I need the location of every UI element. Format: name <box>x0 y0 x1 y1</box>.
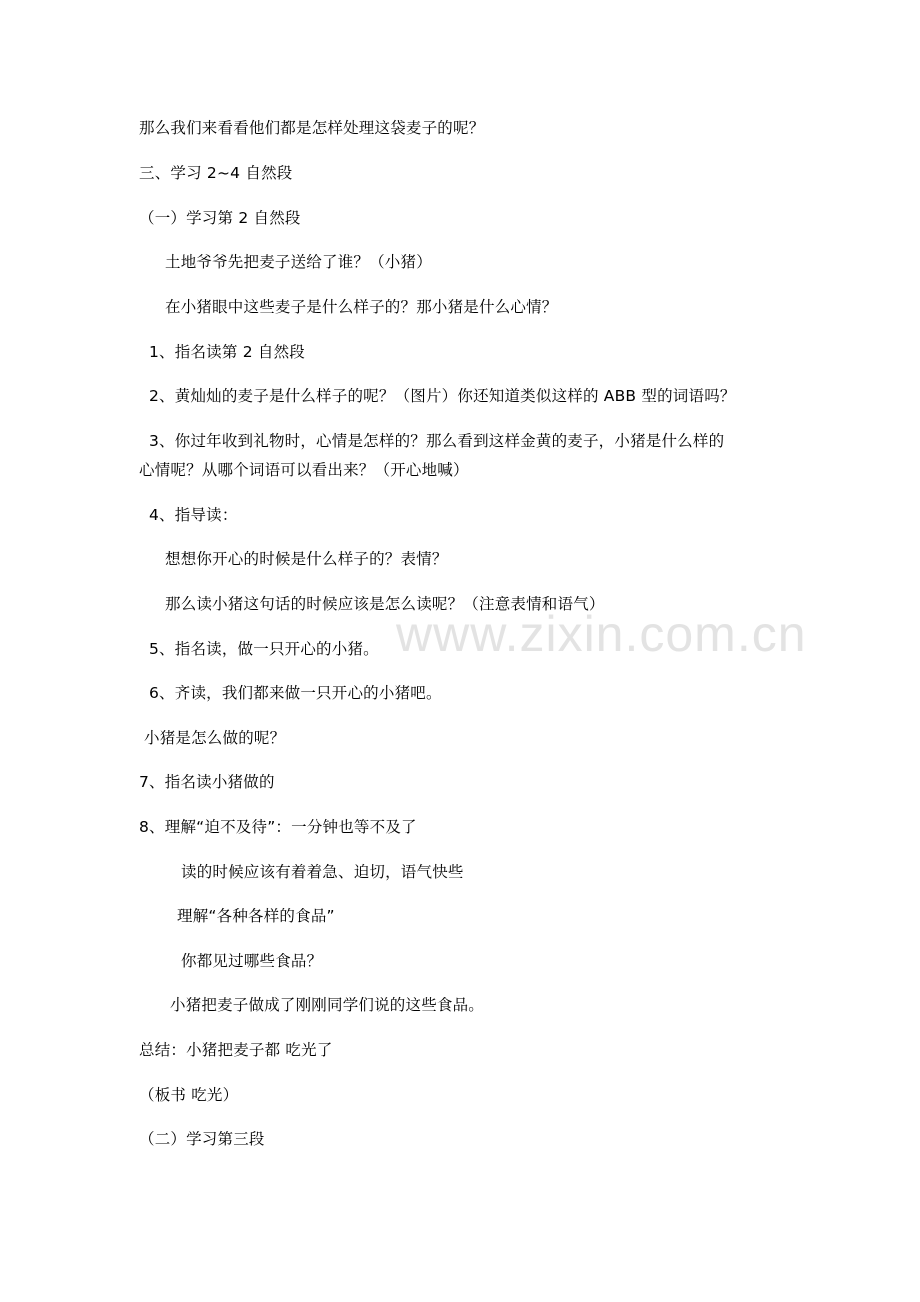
section-heading: 三、学习 2~4 自然段 <box>139 164 293 182</box>
text-line: 心情呢？从哪个词语可以看出来？（开心地喊） <box>139 461 469 479</box>
text-line: 小猪是怎么做的呢？ <box>144 729 286 747</box>
text-line: 想想你开心的时候是什么样子的？表情？ <box>165 550 448 568</box>
text-line: 你都见过哪些食品？ <box>181 952 323 970</box>
text-line: 2、黄灿灿的麦子是什么样子的呢？（图片）你还知道类似这样的 ABB 型的词语吗？ <box>149 387 736 405</box>
watermark: www.zixin.com.cn <box>396 606 807 662</box>
text-line: 8、理解“迫不及待”：一分钟也等不及了 <box>139 818 417 836</box>
text-line: 在小猪眼中这些麦子是什么样子的？那小猪是什么心情？ <box>165 298 558 316</box>
subsection-heading: （二）学习第三段 <box>139 1130 265 1148</box>
text-line: 5、指名读，做一只开心的小猪。 <box>149 640 379 658</box>
text-line: 6、齐读，我们都来做一只开心的小猪吧。 <box>149 684 442 702</box>
text-line: 土地爷爷先把麦子送给了谁？（小猪） <box>165 253 432 271</box>
text-line: 4、指导读： <box>149 506 238 524</box>
text-line: 1、指名读第 2 自然段 <box>149 343 305 361</box>
subsection-heading: （一）学习第 2 自然段 <box>139 209 301 227</box>
text-line: 读的时候应该有着着急、迫切，语气快些 <box>181 863 464 881</box>
text-line: 总结：小猪把麦子都 吃光了 <box>139 1041 333 1059</box>
text-line: （板书 吃光） <box>139 1086 239 1104</box>
text-line: 7、指名读小猪做的 <box>139 773 275 791</box>
text-line: 那么我们来看看他们都是怎样处理这袋麦子的呢？ <box>139 119 485 137</box>
text-line: 那么读小猪这句话的时候应该是怎么读呢？（注意表情和语气） <box>165 595 605 613</box>
text-line: 3、你过年收到礼物时，心情是怎样的？那么看到这样金黄的麦子，小猪是什么样的 <box>149 432 725 450</box>
text-line: 小猪把麦子做成了刚刚同学们说的这些食品。 <box>170 996 485 1014</box>
text-line: 理解“各种各样的食品” <box>177 907 335 925</box>
